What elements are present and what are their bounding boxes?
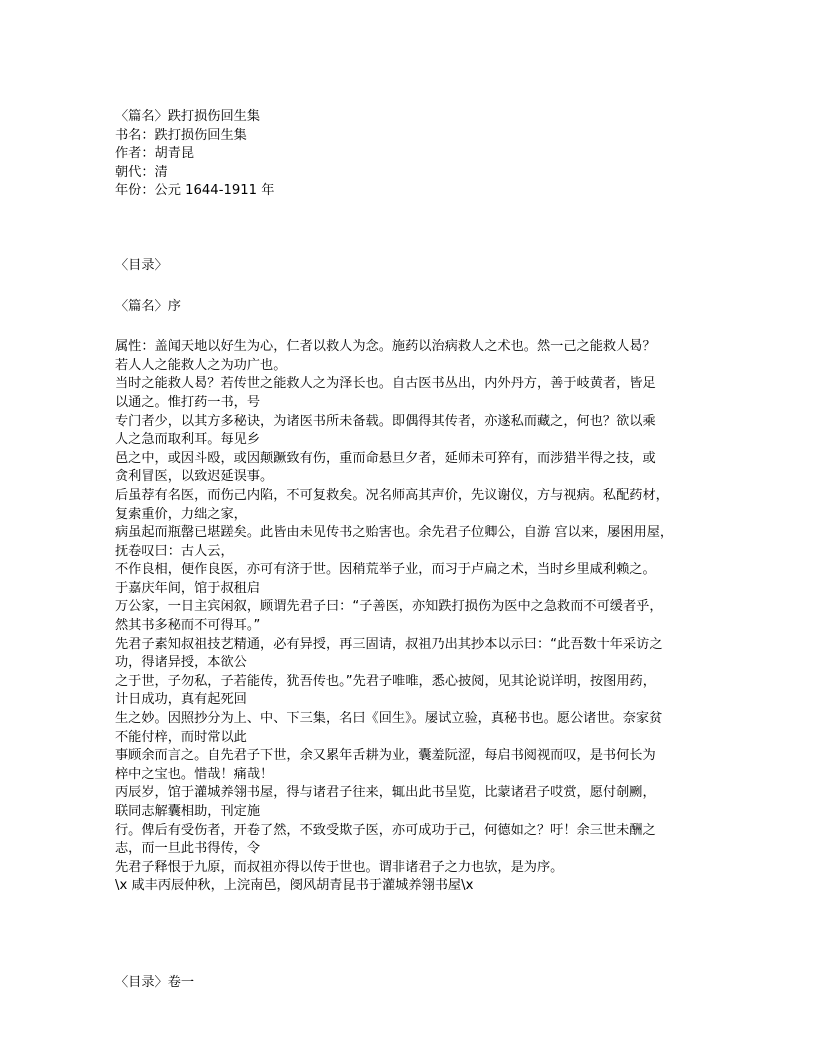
body-line: 计日成功，真有起死回 [115, 692, 247, 708]
body-line: 行。俾后有受伤者，开卷了然，不致受欺子医，亦可成功于己，何德如之？吁！余三世未酬之 [115, 822, 656, 838]
body-footer-spacer [115, 896, 701, 974]
document-body [115, 338, 701, 896]
toc-marker-volume-one: 〈目录〉卷一 [115, 974, 195, 990]
body-line: 属性：盖闻天地以好生为心，仁者以救人为念。施药以治病救人之术也。然一己之能救人曷？ [115, 339, 656, 355]
body-line: 当时之能救人曷？若传世之能救人之为泽长也。自古医书丛出，内外丹方，善于岐黄者，皆足 [115, 376, 656, 392]
body-line: 丙辰岁，馆于灌城养翎书屋，得与诸君子往来，辄出此书呈览，比蒙诸君子哎赏，愿付剞劂， [115, 785, 656, 801]
body-line: 若人人之能救人之为功广也。 [115, 357, 287, 373]
body-line: 病虽起而瓶罄已堪蹉矣。此皆由未见传书之贻害也。余先君子位卿公，自游 宫以来，屡困用屋， [115, 525, 674, 541]
body-line: 后虽荐有名医，而伤己内陷，不可复救矣。况名师高其声价，先议谢仪，方与视病。私配药材， [115, 487, 669, 503]
body-line: 生之妙。因照抄分为上、中、下三集，名曰《回生》。屡试立验，真秘书也。愿公诸世。奈家贫 [115, 711, 663, 727]
body-line: 先君子素知叔祖技艺精通，必有异授，再三固请，叔祖乃出其抄本以示曰：“此吾数十年采访之 [115, 636, 663, 652]
body-line: 以通之。惟打药一书，号 [115, 394, 261, 410]
header-line-title-tag: 〈篇名〉跌打损伤回生集 [115, 109, 261, 124]
section-marker-preface: 〈篇名〉序 [115, 298, 181, 314]
body-line: 贪利冒医，以致迟延误事。 [115, 469, 274, 485]
body-line: 邑之中，或因斗殴，或因颠蹶致有伤，重而命悬旦夕者，延师未可猝有，而涉猎半得之技，或 [115, 450, 656, 466]
header-line-author: 作者：胡青昆 [115, 146, 195, 162]
header-line-book-name: 书名：跌打损伤回生集 [115, 127, 247, 143]
body-line: 于嘉庆年间，馆于叔租启 [115, 580, 261, 596]
body-line: 联同志解囊相助，刊定施 [115, 804, 261, 819]
document-header [115, 108, 701, 201]
body-line: 梓中之宝也。惜哉！痛哉！ [115, 766, 274, 782]
header-line-dynasty: 朝代：清 [115, 164, 168, 180]
body-line: \x 咸丰丙辰仲秋，上浣南邑，阌风胡青昆书于灌城养翎书屋\x [115, 878, 474, 894]
header-body-spacer [115, 201, 701, 257]
body-line: 复索重价，力绌之家， [115, 506, 247, 522]
body-line: 不作良相，便作良医，亦可有济于世。因稍荒举子业，而习于卢扁之术，当时乡里咸利赖之。 [115, 562, 656, 578]
body-line: 专门者少，以其方多秘诀，为诸医书所未备载。即偶得其传者，亦遂私而藏之，何也？欲以乘 [115, 413, 656, 429]
section-body-spacer [115, 316, 701, 338]
body-line: 先君子释恨于九原，而叔祖亦得以传于世也。谓非诸君子之力也欤，是为序。 [115, 859, 564, 875]
header-line-year: 年份：公元 1644-1911 年 [115, 183, 275, 199]
body-line: 志，而一旦此书得传，令 [115, 841, 261, 857]
toc-section-spacer [115, 276, 701, 298]
body-line: 不能付梓，而时常以此 [115, 729, 247, 745]
body-line: 人之急而取利耳。每见乡 [115, 432, 261, 448]
body-line: 万公家，一日主宾闲叙，顾谓先君子曰：“子善医，亦知跌打损伤为医中之急救而不可缓者乎， [115, 599, 663, 615]
body-line: 然其书多秘而不可得耳。” [115, 618, 261, 634]
body-line: 功，得诸异授，本欲公 [115, 655, 247, 671]
body-line: 抚卷叹曰：古人云， [115, 543, 234, 559]
body-line: 事顾余而言之。自先君子下世，余又累年舌耕为业，囊羞阮涩，每启书阅视而叹，是书何长为 [115, 748, 656, 764]
toc-marker: 〈目录〉 [115, 257, 168, 273]
body-line: 之于世，子勿私，子若能传，犹吾传也。”先君子唯唯，悉心披阅，见其论说详明，按图用药， [115, 673, 656, 689]
